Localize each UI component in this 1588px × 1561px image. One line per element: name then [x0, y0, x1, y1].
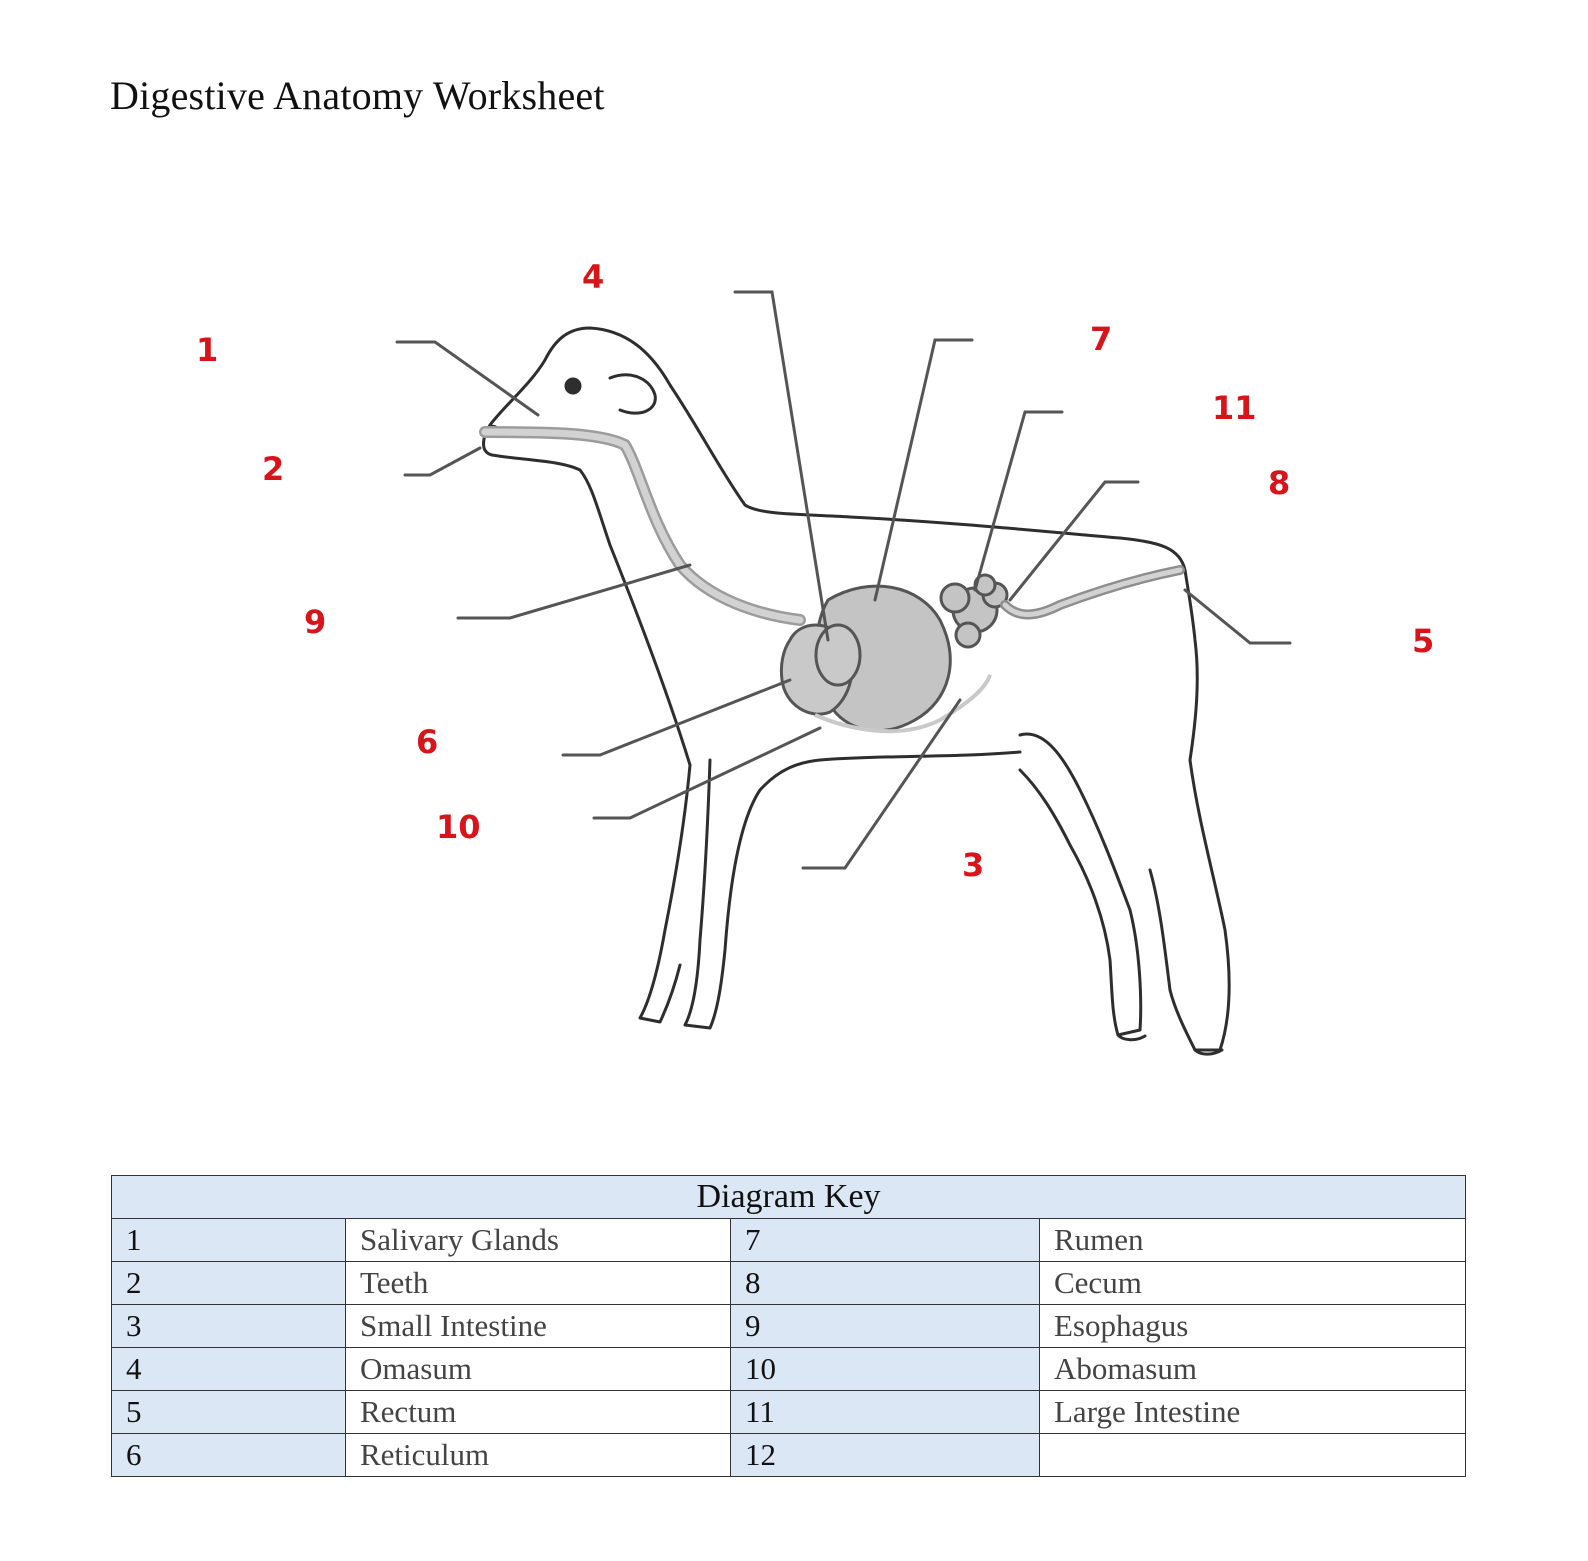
key-left-term: Salivary Glands: [346, 1219, 731, 1262]
key-right-term: Esophagus: [1040, 1305, 1466, 1348]
key-left-term: Rectum: [346, 1391, 731, 1434]
key-right-term: Abomasum: [1040, 1348, 1466, 1391]
key-left-term: Omasum: [346, 1348, 731, 1391]
callout-11: 11: [1212, 389, 1257, 427]
callout-6: 6: [416, 723, 439, 761]
callout-8: 8: [1268, 464, 1291, 502]
callout-7: 7: [1090, 320, 1113, 358]
callout-numbers: [196, 258, 1434, 884]
key-title: Diagram Key: [112, 1176, 1466, 1219]
key-left-num: 2: [112, 1262, 346, 1305]
callout-9: 9: [304, 603, 327, 641]
key-right-term: [1040, 1434, 1466, 1477]
callout-10: 10: [436, 808, 481, 846]
callout-1: 1: [196, 331, 219, 369]
key-right-num: 10: [731, 1348, 1040, 1391]
key-left-num: 5: [112, 1391, 346, 1434]
key-right-num: 7: [731, 1219, 1040, 1262]
page-title: Digestive Anatomy Worksheet: [110, 73, 605, 118]
callout-5: 5: [1412, 622, 1435, 660]
key-left-num: 3: [112, 1305, 346, 1348]
key-row: [112, 1391, 1466, 1434]
key-left-num: 4: [112, 1348, 346, 1391]
key-right-num: 8: [731, 1262, 1040, 1305]
key-right-num: 9: [731, 1305, 1040, 1348]
key-right-num: 11: [731, 1391, 1040, 1434]
key-header-row: [112, 1176, 1466, 1219]
key-row: [112, 1434, 1466, 1477]
key-right-term: Cecum: [1040, 1262, 1466, 1305]
key-left-term: Reticulum: [346, 1434, 731, 1477]
key-left-term: Small Intestine: [346, 1305, 731, 1348]
callout-4: 4: [582, 258, 605, 296]
key-left-term: Teeth: [346, 1262, 731, 1305]
key-row: [112, 1348, 1466, 1391]
key-right-term: Large Intestine: [1040, 1391, 1466, 1434]
callout-2: 2: [262, 450, 285, 488]
key-right-num: 12: [731, 1434, 1040, 1477]
diagram-key-table: [111, 1175, 1466, 1477]
key-right-term: Rumen: [1040, 1219, 1466, 1262]
key-row: [112, 1219, 1466, 1262]
key-row: [112, 1305, 1466, 1348]
digestive-tract: [485, 432, 1180, 731]
key-left-num: 6: [112, 1434, 346, 1477]
callout-3: 3: [962, 846, 985, 884]
key-left-num: 1: [112, 1219, 346, 1262]
key-row: [112, 1262, 1466, 1305]
